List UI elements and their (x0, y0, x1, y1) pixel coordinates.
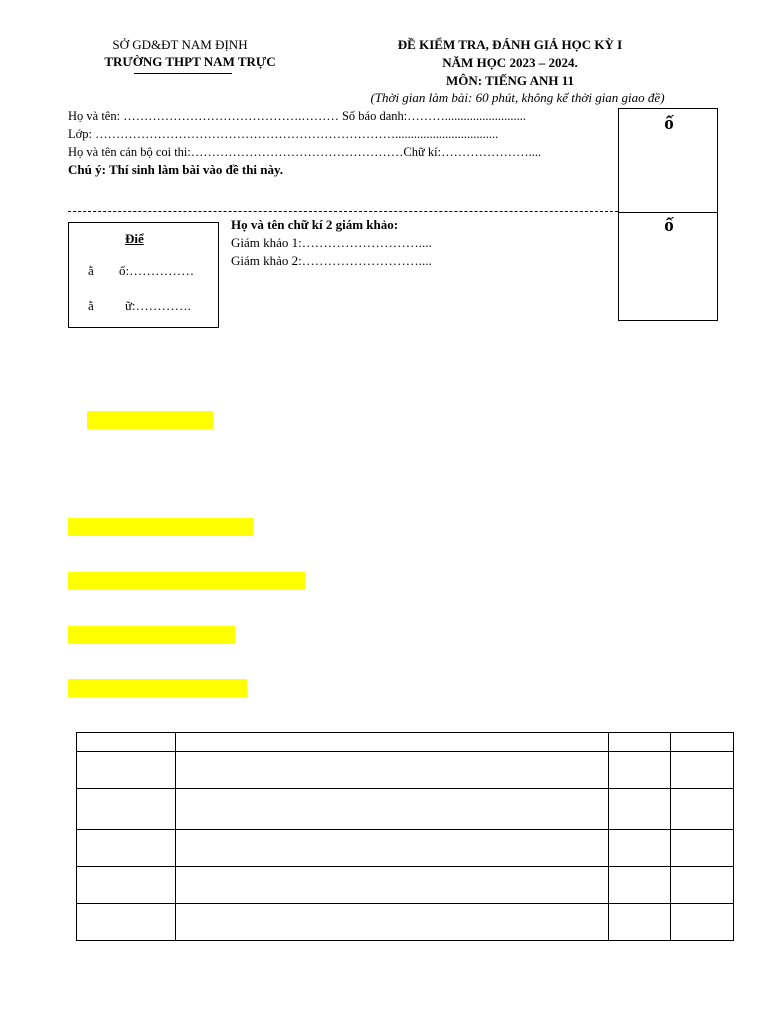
highlight-bar-5 (68, 679, 247, 697)
school-year: NĂM HỌC 2023 – 2024. (442, 55, 578, 70)
table-cell (609, 752, 671, 789)
school-underline (134, 73, 232, 74)
table-cell (77, 867, 176, 904)
examiners-title: Họ và tên chữ kí 2 giám khảo: (231, 217, 399, 232)
score-in-numbers: ố:…………… (119, 263, 195, 278)
score-box-bottom-glyph: ố (664, 215, 674, 236)
table-row (77, 904, 734, 941)
highlight-bar-3 (68, 572, 305, 590)
score-box-top-glyph: ố (664, 113, 674, 134)
table-row (77, 830, 734, 867)
table-cell (175, 789, 608, 830)
highlight-bar-2 (68, 518, 253, 536)
score-title: Điể (125, 231, 144, 246)
table-cell (77, 733, 176, 752)
table-cell (609, 867, 671, 904)
table-cell (671, 733, 734, 752)
table-cell (609, 789, 671, 830)
exam-note: Chú ý: Thí sinh làm bài vào đề thi này. (68, 162, 284, 177)
department-name: SỞ GD&ĐT NAM ĐỊNH (112, 37, 248, 52)
table-cell (175, 867, 608, 904)
score-row2-mark: ằ (88, 298, 94, 313)
table-row (77, 733, 734, 752)
table-cell (175, 904, 608, 941)
table-cell (609, 830, 671, 867)
exam-duration: (Thời gian làm bài: 60 phút, không kể thời gian giao đề) (370, 90, 665, 105)
score-in-words: ữ:…………. (125, 298, 191, 313)
table-cell (175, 752, 608, 789)
examiner-2: Giám khảo 2:……………………….... (231, 253, 432, 268)
table-row (77, 789, 734, 830)
table-cell (671, 830, 734, 867)
class-line: Lớp: ………………………………………………………………................................. (68, 127, 499, 141)
table-cell (77, 752, 176, 789)
table-cell (77, 904, 176, 941)
cut-line (68, 211, 618, 212)
highlight-bar-4 (68, 626, 235, 644)
score-box-bottom (618, 212, 718, 321)
table-cell (77, 830, 176, 867)
score-row1-mark: ằ (88, 263, 94, 278)
table-cell (671, 752, 734, 789)
table-cell (609, 904, 671, 941)
highlight-bar-1 (87, 411, 213, 429)
answer-table (76, 732, 734, 941)
exam-title: ĐỀ KIỂM TRA, ĐÁNH GIÁ HỌC KỲ I (397, 37, 623, 52)
table-cell (671, 867, 734, 904)
subject: MÔN: TIẾNG ANH 11 (446, 73, 574, 88)
table-cell (175, 830, 608, 867)
table-cell (175, 733, 608, 752)
table-cell (77, 789, 176, 830)
score-box-top (618, 108, 718, 213)
table-row (77, 752, 734, 789)
table-cell (609, 733, 671, 752)
examiner-1: Giám khảo 1:……………………….... (231, 235, 432, 250)
proctor-line: Họ và tên cán bộ coi thi:……………………………………………Chữ kí:………………….... (68, 145, 542, 159)
table-row (77, 867, 734, 904)
score-box (68, 222, 219, 328)
table-cell (671, 789, 734, 830)
table-cell (671, 904, 734, 941)
school-name: TRƯỜNG THPT NAM TRỰC (104, 54, 276, 69)
student-name-line: Họ và tên: …………………………………….……… Số báo danh:……….......................... (68, 109, 526, 123)
